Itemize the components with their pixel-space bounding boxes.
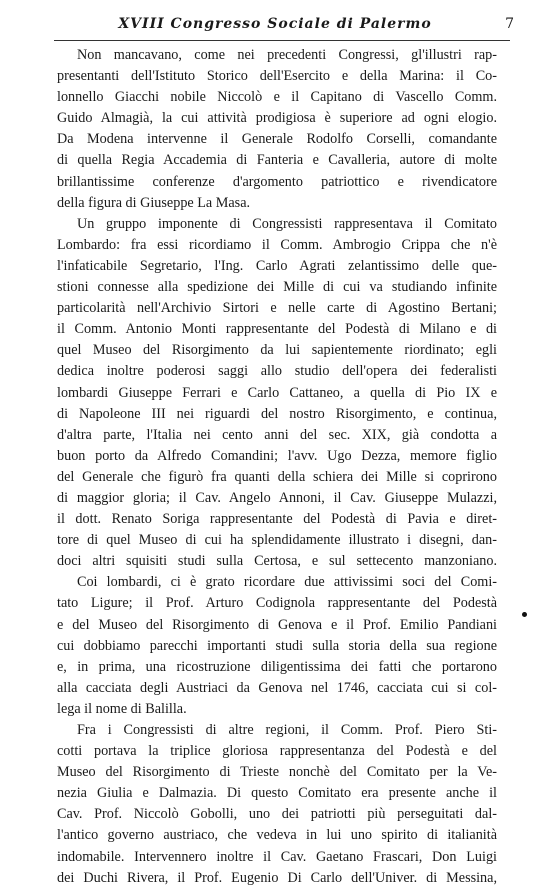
text-line: quel Museo del Risorgimento da lui sapientemente riordinato; egli [57, 342, 497, 359]
body-text [57, 45, 497, 889]
text-line: dei Duchi Rivera, il Prof. Eugenio Di Carlo dell'Univer. di Messina, [57, 869, 497, 886]
text-line: Fra i Congressisti di altre regioni, il Comm. Prof. Piero Sti- [77, 722, 497, 738]
text-line: di Napoleone III nei riguardi del nostro Risorgimento, e continua, [57, 405, 497, 422]
text-line: lonnello Giacchi nobile Niccolò e il Capitano di Vascello Comm. [57, 89, 497, 106]
text-line: Cav. Prof. Niccolò Gobolli, uno dei patriotti più perseguitati dal- [57, 806, 497, 823]
text-line: Un gruppo imponente di Congressisti rappresentava il Comitato [77, 215, 497, 232]
text-line: Da Modena intervenne il Generale Rodolfo Corselli, comandante [57, 131, 497, 148]
text-line: tato Ligure; il Prof. Arturo Codignola rappresentante del Podestà [57, 595, 497, 612]
text-line: di quella Regia Accademia di Fanteria e Cavalleria, autore di molte [57, 152, 497, 169]
text-line: e, in prima, una ricostruzione diligentissima dei fatti che portarono [57, 658, 497, 675]
text-line: Guido Almagià, la cui attività prodigiosa è superiore ad ogni elogio. [57, 110, 497, 127]
text-line: l'antico governo austriaco, che vedeva in lui uno spirito di italianità [57, 827, 497, 844]
text-line: buon porto da Alfredo Comandini; l'avv. Ugo Dezza, memore figlio [57, 447, 497, 464]
text-line: cotti portava la triplice gloriosa rappresentanza del Podestà e del [57, 743, 497, 760]
text-line: lombardi Giuseppe Ferrari e Carlo Cattaneo, a quella di Pio IX e [57, 384, 497, 401]
text-line: d'altra parte, l'Italia nei cento anni del sec. XIX, già condotta a [57, 426, 497, 443]
text-line: l'infaticabile Segretario, l'Ing. Carlo Agrati zelantissimo delle que- [57, 257, 497, 274]
text-line: e del Museo del Risorgimento di Genova e il Prof. Emilio Pandiani [57, 616, 497, 633]
page-number: 7 [505, 16, 514, 32]
text-line: stioni connesse alla spedizione dei Mille di cui va studiando infinite [57, 279, 497, 296]
text-line: Coi lombardi, ci è grato ricordare due attivissimi soci del Comi- [77, 574, 497, 591]
text-line: della figura di Giuseppe La Masa. [57, 194, 251, 211]
text-line: particolarità nell'Archivio Sirtori e nelle carte di Agostino Bertani; [57, 300, 497, 317]
text-line: dedica inoltre poderosi saggi allo studio dell'opera dei federalisti [57, 363, 497, 380]
text-line: tore di quel Museo di cui ha splendidamente illustrato i disegni, dan- [57, 532, 497, 549]
text-line: Non mancavano, come nei precedenti Congressi, gl'illustri rap- [77, 47, 497, 63]
header-rule [54, 40, 510, 41]
text-line: alla cacciata degli Austriaci da Genova nel 1746, cacciata cui si col- [57, 679, 497, 696]
text-line: lega il nome di Balilla. [57, 700, 187, 717]
text-line: cui dobbiamo parecchi importanti studi sulla storia della sua regione [57, 637, 497, 654]
margin-ink-dot [522, 612, 527, 617]
text-line: il Comm. Antonio Monti rappresentante del Podestà di Milano e di [57, 321, 497, 338]
text-line: Museo del Risorgimento di Trieste nonchè del Comitato per la Ve- [57, 764, 497, 781]
text-line: Lombardo: fra essi ricordiamo il Comm. Ambrogio Crippa che n'è [57, 236, 497, 253]
text-line: indomabile. Intervennero inoltre il Cav. Gaetano Frascari, Don Luigi [57, 848, 497, 865]
text-line: del Generale che figurò fra quanti della schiera dei Mille si coprirono [57, 468, 497, 485]
text-line: di maggior gloria; il Cav. Angelo Annoni, il Cav. Giuseppe Mulazzi, [57, 489, 497, 506]
text-line: presentanti dell'Istituto Storico dell'Esercito e della Marina: il Co- [57, 68, 497, 85]
running-title: XVIII Congresso Sociale di Palermo [118, 16, 432, 32]
page-header [0, 12, 550, 38]
text-line: nezia Giulia e Dalmazia. Di questo Comitato era presente anche il [57, 785, 497, 802]
text-line: il dott. Renato Soriga rappresentante del Podestà di Pavia e diret- [57, 511, 497, 528]
text-line: brillantissime conferenze d'argomento patriottico e rivendicatore [57, 173, 497, 190]
text-line: doci altri squisiti studi sulla Certosa, e sul settecento manzoniano. [57, 553, 497, 570]
